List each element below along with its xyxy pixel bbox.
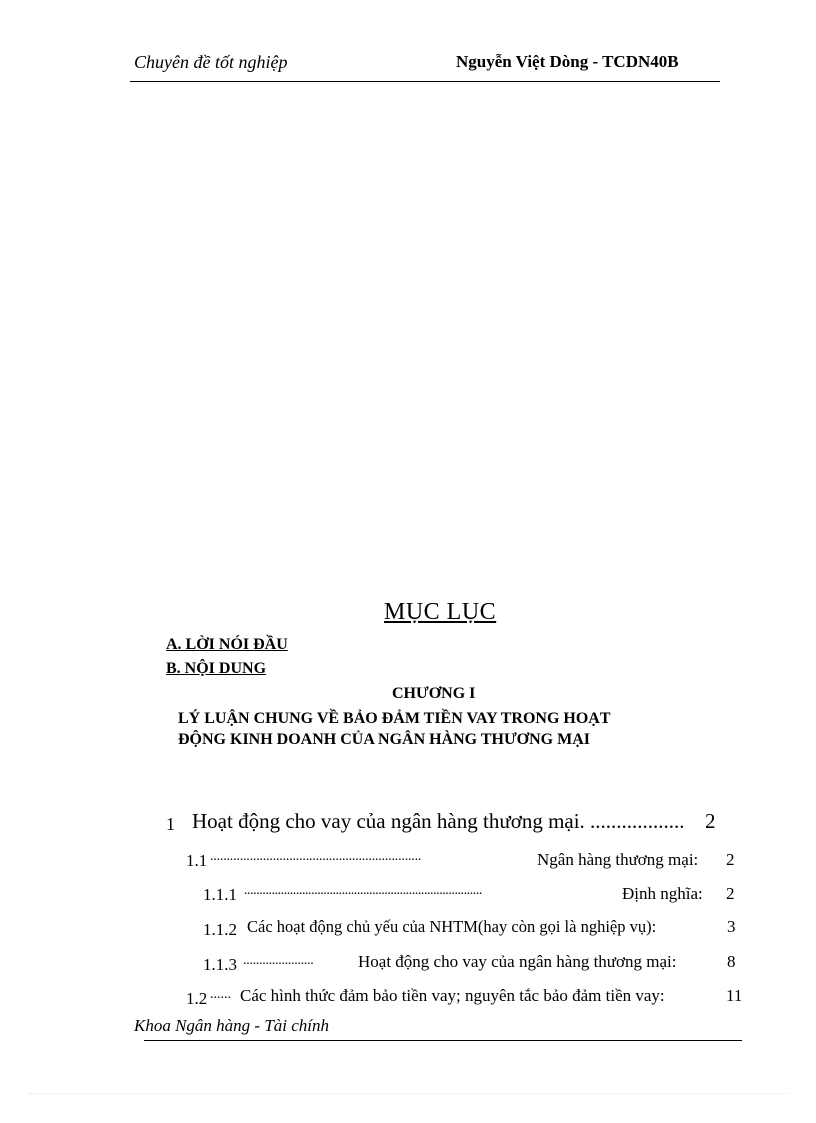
- header-left: Chuyên đề tốt nghiệp: [134, 52, 288, 72]
- toc-page: 8: [727, 952, 736, 971]
- toc-number: 1.1: [186, 851, 208, 870]
- section-a-link[interactable]: A. LỜI NÓI ĐẦU: [166, 636, 288, 653]
- page-title: MỤC LỤC: [384, 599, 497, 625]
- header-rule: [130, 81, 720, 82]
- toc-dots: ......: [210, 987, 231, 1002]
- toc-number: 1: [166, 814, 175, 834]
- toc-entry-text[interactable]: Ngân hàng thương mại:: [537, 850, 699, 869]
- toc-entry-text[interactable]: Các hình thức đảm bảo tiền vay; nguyên tắc bảo đảm tiền vay:: [240, 986, 665, 1005]
- page-edge-divider: [28, 1093, 788, 1094]
- toc-number: 1.1.1: [203, 885, 237, 904]
- toc-entry-text[interactable]: Hoạt động cho vay của ngân hàng thương mại:: [358, 952, 677, 971]
- section-b-link[interactable]: B. NỘI DUNG: [166, 660, 267, 677]
- toc-page: 2: [705, 809, 716, 833]
- toc-page: 3: [727, 917, 736, 936]
- toc-dots: ..............................................................................: [244, 883, 482, 898]
- footer-text: Khoa Ngân hàng - Tài chính: [134, 1016, 330, 1035]
- toc-entry-text[interactable]: Các hoạt động chủ yếu của NHTM(hay còn gọi là nghiệp vụ):: [247, 917, 657, 936]
- toc-number: 1.1.2: [203, 920, 237, 939]
- toc-number: 1.1.3: [203, 955, 237, 974]
- chapter-title-line1: LÝ LUẬN CHUNG VỀ BẢO ĐẢM TIỀN VAY TRONG HOẠT: [178, 710, 611, 727]
- toc-dots: ................................................................: [210, 849, 422, 864]
- footer-rule: [144, 1040, 742, 1041]
- toc-number: 1.2: [186, 989, 208, 1008]
- toc-entry-text[interactable]: Định nghĩa:: [622, 884, 703, 903]
- toc-page: 2: [726, 850, 735, 869]
- header-right: Nguyễn Việt Dòng - TCDN40B: [456, 52, 679, 71]
- toc-entry-text[interactable]: Hoạt động cho vay của ngân hàng thương mại. ..................: [192, 809, 685, 833]
- toc-page: 11: [726, 986, 743, 1005]
- chapter-title-line2: ĐỘNG KINH DOANH CỦA NGÂN HÀNG THƯƠNG MẠI: [178, 731, 591, 748]
- chapter-label: CHƯƠNG I: [392, 685, 476, 702]
- toc-dots: ......................: [243, 953, 314, 968]
- toc-page: 2: [726, 884, 735, 903]
